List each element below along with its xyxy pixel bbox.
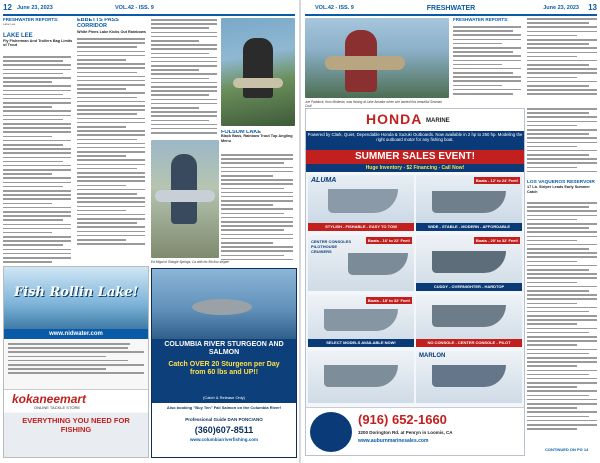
volume-issue: VOL.42 - ISS. 9 — [115, 5, 154, 11]
right-col-2-body — [453, 26, 521, 100]
ebbetts-heading: EBBETTS PASS CORRIDOR — [77, 18, 119, 29]
kokanee-sub: ONLINE TACKLE STORE — [34, 405, 81, 410]
section-title: FRESHWATER — [426, 5, 476, 12]
cuddy-boat-image — [432, 251, 506, 273]
column-2-body — [77, 38, 145, 253]
lake-lee-heading: LAKE LEE — [3, 33, 33, 40]
lake-amador-photo — [305, 18, 449, 98]
no-console-banner: NO CONSOLE - CENTER CONSOLE - PILOT — [416, 339, 522, 347]
boats-16-badge: Boats - 16' to 22' Feet! — [367, 238, 410, 243]
marlon-boats-1[interactable] — [308, 351, 414, 403]
lake-lee-subheading: Fly Fisherman And Trollers Bag Limits of Trout — [3, 38, 73, 48]
summer-sale-banner: SUMMER SALES EVENT! — [306, 150, 524, 164]
page-fold — [299, 0, 301, 463]
columbia-phone[interactable]: (360)607-8511 — [194, 425, 254, 435]
los-vaqueros-body — [527, 202, 597, 446]
page-number: 12 — [3, 3, 12, 12]
ebbetts-subheading: White Pines Lake Kicks Out Rainbows — [77, 29, 146, 34]
wide-boat-image — [432, 191, 506, 213]
columbia-also: Also booking "Buy Ten" Fall Salmon on the Columbia River! — [166, 405, 282, 410]
marlon-boat-image-2 — [432, 365, 506, 387]
honda-sub: MARINE — [426, 118, 450, 124]
cuddy-banner: CUDDY - OVERNIGHTER - HARDTOP — [416, 283, 522, 291]
striper-photo — [151, 140, 219, 258]
cuddy-boats[interactable] — [416, 235, 522, 291]
columbia-title: COLUMBIA RIVER STURGEON AND SALMON — [164, 341, 284, 356]
right-col-top-body — [527, 108, 597, 178]
right-reports-heading: FRESHWATER REPORTS: — [453, 18, 509, 22]
header-rule — [305, 14, 597, 16]
dealer-phone[interactable]: (916) 652-1660 — [358, 412, 447, 427]
los-vaqueros-subheading: 17 Lb. Striper Leads Early Summer Catch — [527, 185, 590, 194]
fisherman-photo — [221, 18, 295, 126]
right-col-3-body — [527, 18, 597, 98]
dealer-logo — [310, 412, 352, 452]
select-models-banner: SELECT MODELS AVAILABLE NOW! — [308, 339, 414, 347]
everything-ad[interactable] — [4, 413, 148, 457]
sale-tagline: Huge Inventory - $2 Financing - Call Now! — [306, 164, 524, 172]
fish-rollin-ad[interactable] — [4, 267, 148, 329]
left-ads-block — [3, 266, 149, 458]
header-rule — [3, 14, 295, 16]
everything-text: EVERYTHING YOU NEED FOR FISHING — [22, 416, 130, 434]
no-console-boats[interactable] — [416, 295, 522, 347]
marlon-boat-image-1 — [324, 365, 398, 387]
nidwater-url[interactable]: www.nidwater.com — [4, 329, 148, 339]
los-vaqueros-head — [527, 180, 597, 204]
left-page — [3, 4, 295, 459]
columbia-web[interactable]: www.columbiarriverfishing.com — [189, 437, 259, 442]
columbia-guide: Professional Guide DAN PONCIANO — [185, 417, 263, 422]
reports-heading: FRESHWATER REPORTS: — [3, 18, 59, 22]
honda-headline: Powered by Clark, Quiet, Dependable Honda & Suzuki Outboards. Now available in 2 hp to 250 hp. Modeling the right outboard motor for any fishing boat. — [306, 131, 524, 150]
page-number: 13 — [588, 3, 597, 12]
marlon-boats-2[interactable] — [416, 351, 522, 403]
page-date: June 23, 2023 — [543, 5, 579, 11]
center-console-boats[interactable] — [308, 235, 414, 291]
folsom-heading: FOLSOM LAKE — [221, 130, 262, 135]
boats-12-badge: Boats - 12' to 24' Feet! — [475, 178, 518, 183]
honda-logo: HONDA — [366, 111, 423, 127]
columbia-river-ad[interactable] — [151, 268, 297, 458]
boats-16-22[interactable] — [416, 175, 522, 231]
honda-marine-ad[interactable] — [305, 108, 525, 456]
amador-caption: Joe Paddock, from Modesto, was fishing at Lake Amador when she landed this beautiful Seaman Cod! — [305, 100, 443, 108]
columbia-photo — [152, 269, 296, 339]
aluma-logo: ALUMA — [311, 177, 337, 184]
continued-link[interactable]: CONTINUED ON PG 14 — [545, 447, 589, 452]
boats-20-badge: Boats - 20' to 32' Feet! — [475, 238, 518, 243]
marlon-logo: MARLON — [419, 353, 446, 359]
columbia-catch: Catch OVER 20 Sturgeon per Day from 60 lbs and UP!! — [168, 361, 280, 377]
kokanee-ad[interactable] — [4, 389, 148, 412]
right-page — [305, 4, 597, 459]
kokanee-logo: kokaneemart — [12, 392, 87, 406]
folsom-body — [221, 154, 293, 266]
boat-18-image — [324, 309, 398, 331]
page-date: June 23, 2023 — [17, 5, 53, 11]
console-boat-image — [348, 253, 408, 275]
columbia-release: (Catch & Release Only) — [202, 395, 245, 400]
wide-banner: WIDE - STABLE - MODERN - AFFORDABLE — [416, 223, 522, 231]
los-vaqueros-heading: LOS VAQUEROS RESERVOIR — [527, 180, 595, 185]
column-3-body-top — [151, 19, 217, 137]
boats-18-badge: Boats - 18' to 32' Feet! — [367, 298, 410, 303]
column-1-body — [3, 56, 71, 266]
honda-header — [306, 109, 524, 131]
fish-rollin-title: Fish Rollin Lake! — [14, 285, 139, 300]
aluma-boats[interactable] — [308, 175, 414, 231]
right-page-header — [305, 4, 597, 13]
columbia-footer — [152, 403, 296, 457]
boats-18-32[interactable] — [308, 295, 414, 347]
no-console-image — [432, 305, 506, 327]
dealer-footer — [306, 407, 524, 456]
volume-issue: VOL.42 - ISS. 9 — [315, 5, 354, 11]
stylish-banner: STYLISH - FISHABLE - EASY TO TOW — [308, 223, 414, 231]
dealer-web[interactable]: www.auburnmarinesales.com — [358, 438, 429, 444]
nid-ad-body — [8, 343, 144, 387]
reports-sub: Lake Lee — [3, 22, 16, 27]
left-page-header — [3, 4, 295, 13]
striper-caption: Ed Migal of Shingle Springs, Ca with his 5lb 6oz striper! — [151, 260, 230, 264]
center-console-text: CENTER CONSOLES PILOTHOUSE CRUISERS — [311, 239, 352, 254]
folsom-subheading: Black Bass, Rainbow Trout Top Angling Menu — [221, 134, 293, 143]
dealer-address: 3200 Dorington Rd. at Penryn in Loomis, CA — [358, 430, 453, 435]
aluma-boat-image — [328, 189, 398, 213]
